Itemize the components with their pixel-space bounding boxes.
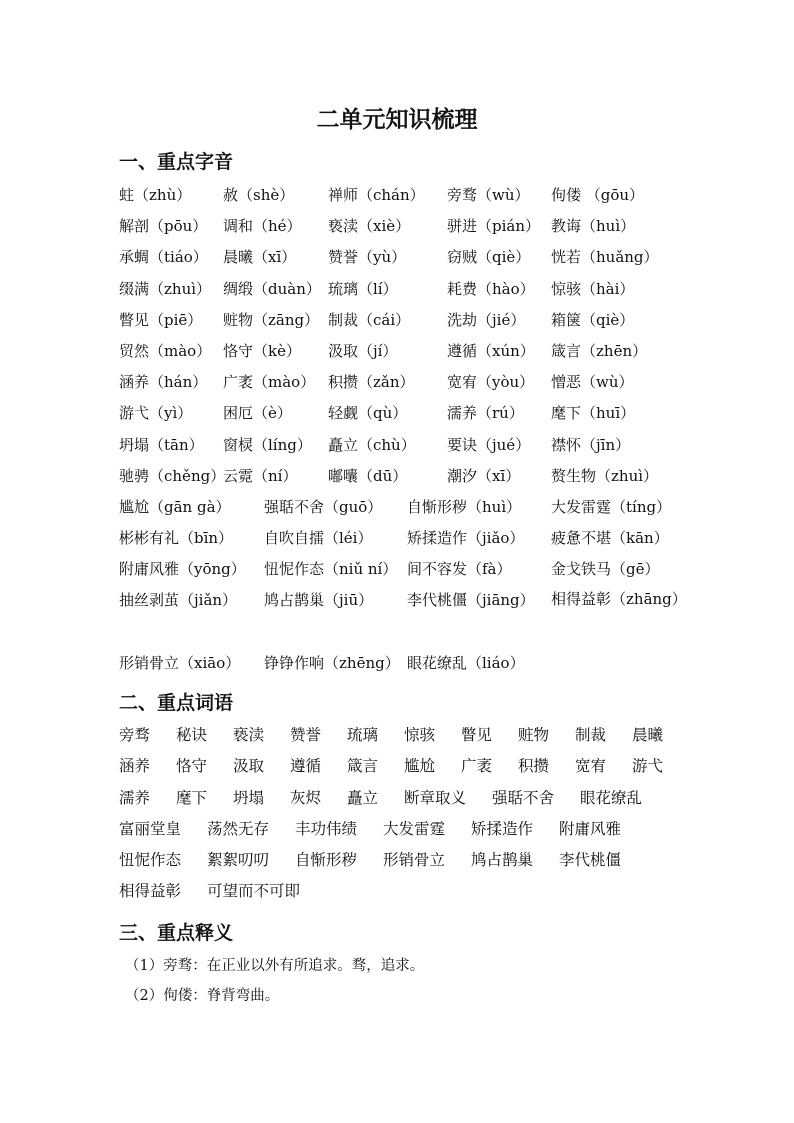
key-words-row: [119, 722, 689, 748]
pronunciation-row: [119, 463, 689, 489]
key-word: 荡然无存: [207, 820, 270, 838]
key-word: 遵循: [290, 757, 322, 775]
pronunciation-entry: 耗费（hào）: [447, 279, 535, 298]
key-word: 秘诀: [176, 726, 208, 744]
pronunciation-entry: 嘟囔（dū）: [328, 466, 408, 485]
pronunciation-row: [119, 307, 689, 333]
pronunciation-entry: 抽丝剥茧（jiǎn）: [119, 591, 238, 609]
pronunciation-entry: 亵渎（xiè）: [328, 217, 411, 236]
pronunciation-entry: 金戈铁马（gē）: [551, 560, 660, 578]
pronunciation-entry: 承蜩（tiáo）: [119, 248, 208, 267]
definition-item: （1）旁骛：在正业以外有所追求。骛，追求。: [125, 958, 425, 974]
pronunciation-entry: 轻觑（qù）: [328, 404, 408, 423]
pronunciation-entry: 麾下（huī）: [551, 404, 636, 423]
pronunciation-entry: 相得益彰（zhāng）: [551, 590, 687, 608]
pronunciation-entry: 濡养（rú）: [447, 404, 524, 423]
pronunciation-entry: 宽宥（yòu）: [447, 373, 535, 392]
pronunciation-row: [119, 432, 689, 458]
pronunciation-entry: 云霓（ní）: [223, 466, 298, 485]
key-word: 相得益彰: [119, 882, 182, 900]
pronunciation-entry: 驰骋（chěng）: [119, 466, 226, 485]
key-words-row: [119, 847, 689, 873]
pronunciation-entry: 贸然（mào）: [119, 342, 212, 360]
pronunciation-entry: 窗棂（líng）: [223, 435, 312, 454]
key-word: 形销骨立: [383, 851, 446, 869]
pronunciation-entry: 缀满（zhuì）: [119, 279, 212, 298]
pronunciation-entry: 赘生物（zhuì）: [551, 466, 659, 485]
pronunciation-entry: 彬彬有礼（bīn）: [119, 529, 234, 547]
pronunciation-entry: 旁骛（wù）: [447, 186, 530, 204]
key-word: 鸠占鹊巢: [471, 851, 534, 869]
key-word: 广袤: [461, 757, 493, 775]
key-word: 箴言: [347, 757, 379, 775]
page-title: 二单元知识梳理: [316, 107, 478, 133]
key-word: 濡养: [119, 789, 151, 807]
pronunciation-entry: 忸怩作态（niǔ ní）: [264, 560, 398, 578]
pronunciation-entry: 尴尬（gān gà）: [119, 498, 231, 516]
pronunciation-entry: 赦（shè）: [223, 186, 295, 204]
pronunciation-entry: 要诀（jué）: [447, 435, 531, 454]
section-heading-words: 二、重点词语: [119, 692, 234, 714]
pronunciation-entry: 矫揉造作（jiǎo）: [407, 529, 525, 547]
pronunciation-entry: 潮汐（xī）: [447, 466, 521, 485]
pronunciation-row: [119, 276, 689, 302]
pronunciation-entry: 恪守（kè）: [223, 342, 301, 360]
pronunciation-entry: 眼花缭乱（liáo）: [407, 654, 525, 672]
pronunciation-entry: 恍若（huǎng）: [551, 248, 659, 267]
key-word: 忸怩作态: [119, 851, 182, 869]
key-word: 涵养: [119, 757, 151, 775]
key-word: 富丽堂皇: [119, 820, 182, 838]
pronunciation-entry: 涵养（hán）: [119, 373, 208, 392]
pronunciation-entry: 禅师（chán）: [328, 186, 425, 204]
pronunciation-entry: 瞥见（piē）: [119, 310, 203, 329]
pronunciation-row: [119, 182, 689, 208]
key-words-row: [119, 785, 689, 811]
key-word: 坍塌: [233, 789, 265, 807]
pronunciation-entry: 游弋（yì）: [119, 404, 193, 423]
pronunciation-entry: 形销骨立（xiāo）: [119, 654, 241, 672]
key-word: 积攒: [518, 757, 550, 775]
pronunciation-entry: 晨曦（xī）: [223, 248, 297, 267]
pronunciation-entry: 调和（hé）: [223, 217, 302, 236]
key-word: 可望而不可即: [207, 882, 301, 900]
key-word: 灰烬: [290, 789, 322, 807]
pronunciation-entry: 赞誉（yù）: [328, 248, 407, 267]
key-word: 赃物: [518, 726, 550, 744]
pronunciation-entry: 教诲（huì）: [551, 217, 636, 236]
pronunciation-entry: 箴言（zhēn）: [551, 342, 648, 360]
key-words-row: [119, 878, 689, 904]
pronunciation-entry: 遵循（xún）: [447, 342, 535, 360]
pronunciation-entry: 强聒不舍（guō）: [264, 498, 383, 516]
pronunciation-entry: 附庸风雅（yōng）: [119, 560, 246, 578]
pronunciation-entry: 自惭形秽（huì）: [407, 498, 522, 516]
pronunciation-row: [119, 244, 689, 270]
pronunciation-entry: 琉璃（lí）: [328, 279, 398, 298]
pronunciation-entry: 赃物（zāng）: [223, 310, 320, 329]
pronunciation-entry: 蛀（zhù）: [119, 186, 192, 204]
key-word: 制裁: [575, 726, 607, 744]
key-word: 游弋: [632, 757, 664, 775]
pronunciation-entry: 惊骇（hài）: [551, 279, 635, 298]
pronunciation-entry: 制裁（cái）: [328, 310, 411, 329]
pronunciation-entry: 自吹自擂（léi）: [264, 529, 373, 547]
pronunciation-row: [119, 213, 689, 239]
pronunciation-entry: 困厄（è）: [223, 404, 292, 423]
key-word: 赞誉: [290, 726, 322, 744]
key-word: 大发雷霆: [383, 820, 446, 838]
key-words-row: [119, 816, 689, 842]
key-word: 絮絮叨叨: [207, 851, 270, 869]
pronunciation-entry: 箱箧（qiè）: [551, 310, 635, 329]
key-word: 晨曦: [632, 726, 664, 744]
pronunciation-entry: 广袤（mào）: [223, 373, 316, 392]
pronunciation-entry: 间不容发（fà）: [407, 560, 512, 578]
key-words-row: [119, 753, 689, 779]
pronunciation-row: [119, 338, 689, 364]
key-word: 亵渎: [233, 726, 265, 744]
section-heading-pronunciation: 一、重点字音: [119, 151, 234, 173]
key-word: 李代桃僵: [559, 851, 622, 869]
pronunciation-entry: 佝偻 （gōu）: [551, 186, 645, 204]
key-word: 矫揉造作: [471, 820, 534, 838]
pronunciation-entry: 疲惫不堪（kān）: [551, 529, 669, 547]
key-word: 尴尬: [404, 757, 436, 775]
pronunciation-entry: 汲取（jí）: [328, 342, 398, 360]
pronunciation-entry: 李代桃僵（jiāng）: [407, 591, 535, 609]
key-word: 矗立: [347, 789, 379, 807]
pronunciation-entry: 铮铮作响（zhēng）: [264, 654, 400, 672]
key-word: 麾下: [176, 789, 208, 807]
pronunciation-entry: 憎恶（wù）: [551, 373, 634, 392]
key-word: 附庸风雅: [559, 820, 622, 838]
pronunciation-entry: 解剖（pōu）: [119, 217, 208, 236]
pronunciation-entry: 矗立（chù）: [328, 435, 416, 454]
key-word: 自惭形秽: [295, 851, 358, 869]
key-word: 宽宥: [575, 757, 607, 775]
pronunciation-entry: 大发雷霆（tíng）: [551, 498, 672, 516]
pronunciation-entry: 积攒（zǎn）: [328, 373, 415, 392]
key-word: 丰功伟绩: [295, 820, 358, 838]
pronunciation-entry: 窃贼（qiè）: [447, 248, 531, 267]
pronunciation-entry: 襟怀（jīn）: [551, 435, 631, 454]
pronunciation-entry: 洗劫（jié）: [447, 310, 526, 329]
key-word: 瞥见: [461, 726, 493, 744]
key-word: 汲取: [233, 757, 265, 775]
key-word: 旁骛: [119, 726, 151, 744]
pronunciation-row: [119, 400, 689, 426]
key-word: 强聒不舍: [492, 789, 555, 807]
pronunciation-entry: 绸缎（duàn）: [223, 279, 321, 298]
pronunciation-entry: 骈进（pián）: [447, 217, 541, 236]
section-heading-definitions: 三、重点释义: [119, 922, 234, 944]
pronunciation-entry: 鸠占鹊巢（jiū）: [264, 591, 374, 609]
key-word: 眼花缭乱: [580, 789, 643, 807]
key-word: 断章取义: [404, 789, 467, 807]
key-word: 惊骇: [404, 726, 436, 744]
pronunciation-row: [119, 369, 689, 395]
definition-item: （2）佝偻：脊背弯曲。: [125, 988, 280, 1004]
key-word: 恪守: [176, 757, 208, 775]
pronunciation-entry: 坍塌（tān）: [119, 435, 204, 454]
key-word: 琉璃: [347, 726, 379, 744]
